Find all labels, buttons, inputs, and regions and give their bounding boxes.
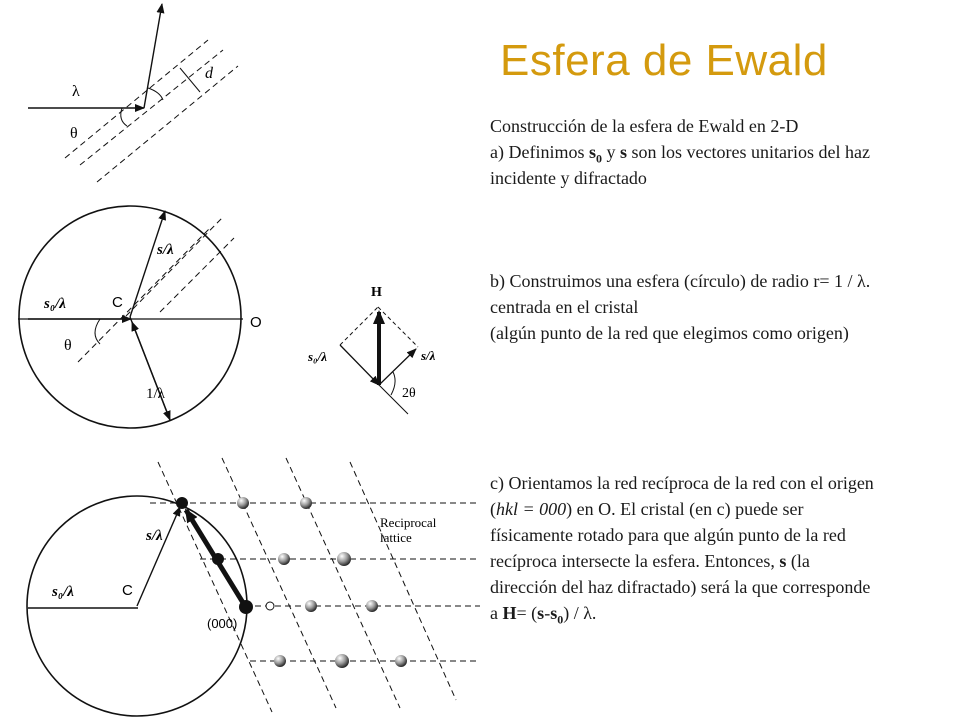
lattice-point (366, 600, 378, 612)
d-label: d (205, 65, 213, 82)
col-line-3 (286, 458, 400, 708)
lattice-label-1: Reciprocal (380, 515, 437, 530)
s-symbol: s (620, 142, 628, 162)
theta-arc-a (121, 108, 127, 126)
figure-b-ewald-circle (18, 206, 262, 428)
h-diamond-left (340, 307, 378, 345)
s0-symbol: s (588, 142, 596, 162)
s0-symbol: s (550, 603, 558, 623)
s-symbol: s (537, 603, 545, 623)
s0-subscript: 0 (596, 151, 602, 166)
lattice-point-hit (176, 497, 188, 509)
paragraph-b (490, 268, 950, 346)
p3-line-3: físicamente rotado para que algún punto de la red (490, 525, 846, 545)
lattice-point-small-o (266, 602, 274, 610)
page-title: Esfera de Ewald (500, 36, 828, 85)
p3-text: - (544, 603, 551, 623)
p1-line-2 (490, 139, 950, 165)
c-label-b: C (112, 294, 123, 311)
s0-over-lambda-h: s₀/λ (308, 349, 327, 364)
lattice-point (335, 654, 349, 668)
p3-line-5: dirección del haz difractado) será la que corresponde (490, 577, 871, 597)
p1-text: son los vectores unitarios del haz (627, 142, 870, 162)
p2-line-1: b) Construimos una esfera (círculo) de radio r= 1 / λ. (490, 271, 871, 291)
c-label-c: C (122, 582, 133, 599)
h-diamond-right (378, 307, 418, 347)
p3-text: a (490, 603, 503, 623)
spacing-marker (180, 68, 200, 92)
lattice-point (337, 552, 351, 566)
p2-line-3: (algún punto de la red que elegimos como origen) (490, 323, 849, 343)
paragraph-a (490, 113, 950, 191)
lambda-label-a: λ (72, 83, 80, 100)
lattice-point (305, 600, 317, 612)
one-over-lambda-b: 1/λ (146, 386, 165, 402)
p3-line-1: c) Orientamos la red recíproca de la red con el origen (490, 473, 874, 493)
p1-line-1: Construcción de la esfera de Ewald en 2-D (490, 116, 799, 136)
p3-text: (la (786, 551, 810, 571)
p3-text: ) / λ. (563, 603, 597, 623)
lattice-point-a (212, 553, 224, 565)
col-line-2 (222, 458, 336, 708)
lattice-point-origin (239, 600, 253, 614)
p3-text: = ( (516, 603, 538, 623)
p1-text: y (602, 142, 620, 162)
p3-line-4 (490, 548, 950, 574)
p3-text: recíproca intersecte la esfera. Entonces, (490, 551, 780, 571)
origin-label: (000) (207, 616, 238, 631)
o-label-b: O (250, 314, 262, 331)
plane-b-2 (126, 218, 222, 316)
lattice-point (300, 497, 312, 509)
two-theta-label: 2θ (402, 386, 416, 401)
col-line-1 (158, 462, 272, 712)
lattice-point (395, 655, 407, 667)
s0-vector-h (340, 345, 379, 385)
lattice-point (278, 553, 290, 565)
lattice-point (237, 497, 249, 509)
p1-line-3: incidente y difractado (490, 168, 647, 188)
p3-line-2 (490, 496, 950, 522)
radius-vector-b-tail (132, 322, 170, 420)
s-vector-h (379, 349, 416, 385)
h-symbol: H (502, 603, 517, 623)
s-symbol: s (779, 551, 787, 571)
h-label: H (371, 285, 382, 300)
p3-text: ) en O. El cristal (en c) puede ser (566, 499, 804, 519)
figure-h-vector (307, 285, 436, 414)
hkl-label: hkl = 000 (496, 499, 567, 519)
angle-arc-top (148, 88, 163, 100)
lattice-plane-1 (65, 40, 208, 158)
p2-line-2: centrada en el cristal (490, 297, 639, 317)
s0-subscript: 0 (557, 612, 564, 627)
diffracted-ray (144, 4, 162, 108)
theta-label-b: θ (64, 337, 72, 354)
s-vector-c (137, 507, 180, 606)
s-over-lambda-b: s/λ (157, 242, 174, 258)
figure-a-bragg (28, 4, 238, 182)
p3-line-6 (490, 600, 950, 626)
lattice-label-2: lattice (380, 530, 412, 545)
p1-text: a) Definimos (490, 142, 589, 162)
p3-text: ( (490, 499, 496, 519)
s-over-lambda-c: s/λ (146, 528, 163, 544)
s-over-lambda-h: s/λ (421, 348, 436, 363)
two-theta-arc (391, 372, 395, 395)
s-vector-b (130, 211, 165, 317)
s0-over-lambda-c: s₀/λ (52, 584, 74, 600)
figure-c-reciprocal-lattice (27, 458, 480, 716)
lattice-plane-3 (97, 66, 238, 182)
paragraph-c (490, 470, 950, 626)
lattice-point (274, 655, 286, 667)
theta-label-a: θ (70, 125, 78, 142)
s0-over-lambda-b: s₀/λ (44, 296, 66, 312)
